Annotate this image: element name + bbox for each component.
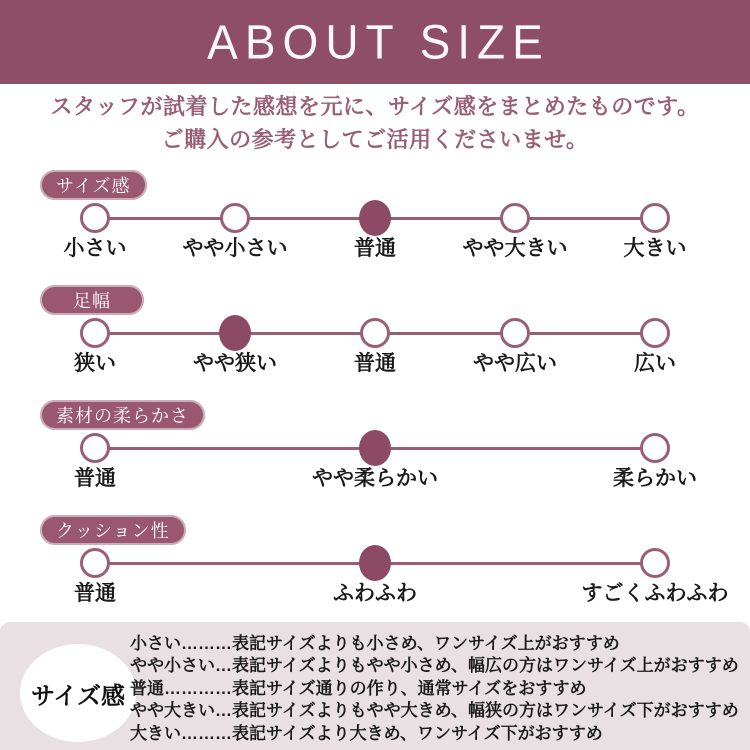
scale-point-label: 小さい [63, 237, 127, 260]
scale-point-dot [500, 318, 530, 348]
scale-point-label: やや小さい [182, 237, 288, 260]
scale-point-dot-selected [219, 315, 251, 351]
scale-point-dot [80, 203, 110, 233]
scale-pill-label: クッション性 [56, 521, 170, 541]
scale-point-label: やや狭い [193, 352, 277, 375]
legend-row: やや大きい…表記サイズよりもやや大きめ、幅狭の方はワンサイズ下がおすすめ [130, 701, 739, 721]
scale-section-size [0, 170, 750, 260]
scale-section-width [0, 285, 750, 375]
scale-point-label: すごくふわふわ [581, 582, 729, 605]
scale-point-dot [640, 548, 670, 578]
scale-pill-cushion [40, 515, 186, 545]
scale-point-dot-selected [359, 430, 391, 466]
scale-point-label: 普通 [354, 352, 396, 375]
scale-pill-label: 足幅 [73, 291, 111, 311]
scale-point-label: やや柔らかい [312, 467, 438, 490]
legend-rows [130, 633, 745, 745]
scale-point-label: 広い [634, 352, 676, 375]
scale-point-label: やや大きい [462, 237, 568, 260]
page-title: ABOUT SIZE [207, 14, 550, 70]
scale-point-label: 柔らかい [613, 467, 697, 490]
scale-section-cushion [0, 515, 750, 605]
scale-point-dot [640, 433, 670, 463]
intro-line-2: ご購入の参考としてご活用くださいませ。 [161, 127, 589, 152]
scale-section-softness [0, 400, 750, 490]
legend-row: やや小さい…表記サイズよりもやや小さめ、幅広の方はワンサイズ上がおすすめ [130, 656, 739, 676]
scale-point-dot [640, 203, 670, 233]
scale-point-dot [80, 433, 110, 463]
scale-pill-label: 素材の柔らかさ [56, 406, 189, 426]
scale-pill-size [40, 170, 147, 200]
intro-line-1: スタッフが試着した感想を元に、サイズ感をまとめたものです。 [50, 94, 700, 119]
scale-pill-label: サイズ感 [56, 176, 131, 196]
legend-row: 大きい………表記サイズより大きめ、ワンサイズ下がおすすめ [130, 723, 603, 743]
scale-pill-softness [40, 400, 205, 430]
legend-circle [20, 644, 136, 742]
header-banner [0, 0, 750, 84]
scale-point-label: 普通 [354, 237, 396, 260]
scale-point-dot [500, 203, 530, 233]
scale-point-label: ふわふわ [333, 582, 417, 605]
scale-point-label: 大きい [623, 237, 687, 260]
legend-row: 普通…………表記サイズ通りの作り、通常サイズをおすすめ [130, 678, 587, 698]
scale-point-label: 普通 [74, 582, 116, 605]
scale-point-label: 普通 [74, 467, 116, 490]
legend-row: 小さい………表記サイズよりも小さめ、ワンサイズ上がおすすめ [130, 634, 620, 653]
intro-text [0, 90, 750, 156]
scale-pill-width [40, 285, 144, 315]
scale-point-dot [80, 318, 110, 348]
scale-point-dot-selected [359, 545, 391, 581]
legend-circle-label: サイズ感 [30, 682, 126, 710]
scale-point-dot [640, 318, 670, 348]
scale-point-dot [80, 548, 110, 578]
legend-panel [0, 622, 750, 750]
scale-point-label: 狭い [74, 352, 116, 375]
scale-point-label: やや広い [473, 352, 557, 375]
scale-point-dot [220, 203, 250, 233]
scale-point-dot-selected [359, 200, 391, 236]
scale-point-dot [360, 318, 390, 348]
